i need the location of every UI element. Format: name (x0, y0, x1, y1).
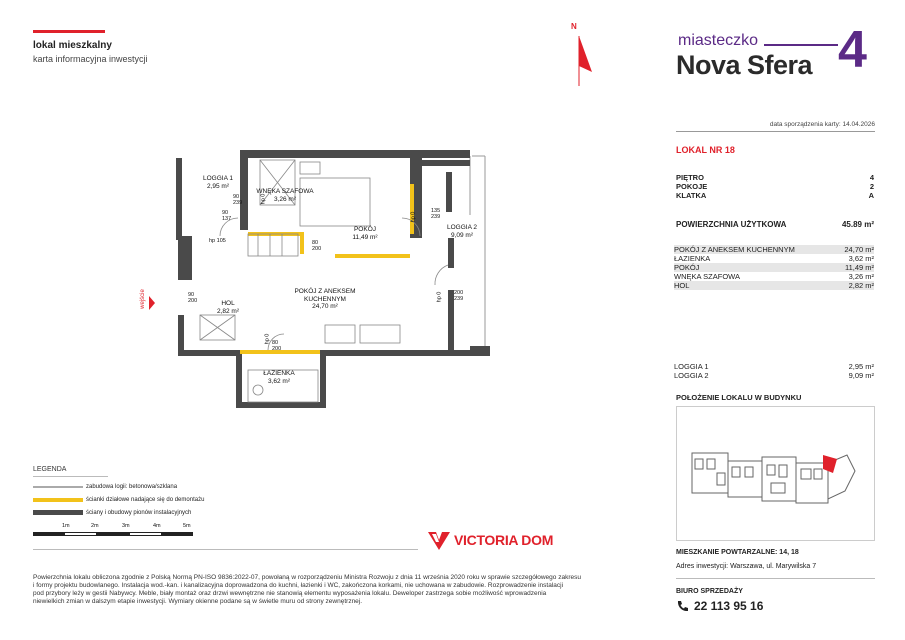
legend-text: zabudowa logii: betonowa/szklana (86, 483, 178, 490)
room-row (674, 281, 874, 290)
floor-label: PIĘTRO (676, 173, 704, 182)
room-row (674, 272, 874, 281)
address-divider (676, 578, 875, 579)
header-accent-bar (33, 30, 105, 33)
scale-label: 5m (183, 523, 191, 529)
dim-value: 90 (188, 292, 195, 298)
phone-number: 22 113 95 16 (694, 599, 764, 613)
dim-label (209, 238, 226, 244)
entrance-marker (141, 286, 155, 320)
dim-value: 200 (188, 298, 198, 304)
floor-plan (140, 140, 500, 420)
developer-logo (428, 530, 553, 550)
date-label: data sporządzenia karty: 14.04.2026 (769, 121, 875, 128)
usable-area-label: POWIERZCHNIA UŻYTKOWA (676, 220, 787, 229)
dim-value: 137 (222, 216, 232, 222)
scale-track (33, 532, 193, 536)
repeat-units: MIESZKANIE POWTARZALNE: 14, 18 (676, 549, 799, 556)
room-value: 11,49 m² (844, 263, 874, 272)
location-title: POŁOŻENIE LOKALU W BUDYNKU (676, 393, 802, 402)
dim-value: 200 (454, 290, 464, 296)
legend-title: LEGENDA (33, 466, 67, 473)
legend (33, 466, 243, 517)
bath-area: 3,62 m² (267, 377, 291, 385)
dim-label (233, 194, 242, 206)
north-label: N (571, 22, 577, 31)
room-row (674, 254, 874, 263)
dim-label (222, 210, 231, 222)
dim-value: 239 (431, 214, 441, 220)
building-location-map (676, 406, 875, 541)
entrance-label: wejście (139, 289, 146, 309)
floor-value: 4 (869, 173, 874, 182)
north-arrow-icon (570, 22, 600, 90)
loggia-label: LOGGIA 2 (674, 371, 709, 380)
bath-label (258, 370, 300, 385)
loggia1-area: 2,95 m² (206, 182, 230, 190)
north-arrow (570, 22, 600, 90)
legend-item (33, 508, 243, 517)
stair-label: KLATKA (676, 191, 707, 200)
entrance-arrow-icon (141, 286, 155, 320)
room-label: POKÓJ (674, 263, 700, 272)
brand-divider (676, 131, 875, 132)
dim-label (260, 194, 266, 205)
dim-label (264, 334, 270, 345)
rooms-value: 2 (869, 182, 874, 191)
loggia2-area: 9,09 m² (450, 231, 474, 239)
phone-row[interactable] (676, 599, 763, 613)
room-name: POKÓJ (353, 226, 377, 233)
brand-number: 4 (838, 21, 867, 79)
living-name2: KUCHENNYM (304, 295, 346, 303)
loggia-row (674, 371, 874, 380)
info-row-rooms (676, 182, 874, 191)
usable-area-value: 45.89 m² (841, 220, 874, 229)
footer-disclaimer (33, 574, 633, 606)
footer-line: i formy projektu budowlanego. Instalacja wod.-kan. i kanalizacyjna doprowadzona do kuchni, łazienki i WC, zakończona korkami, nie uchowana w zabudowie. Rozprowadzenie instalacji (33, 582, 564, 589)
dim-label (431, 208, 440, 220)
brand-underline (764, 44, 838, 46)
page-subtitle: karta informacyjna inwestycji (33, 54, 148, 64)
scale-label: 2m (91, 523, 99, 529)
footer-line: pod przybory leży w gestii Nabywcy. Meble, biały montaż oraz drzwi wewnętrzne nie stanowią elementu wyposażenia lokalu. Deweloper zastrzega sobie możliwość wprowadzenia (33, 590, 547, 597)
room-label: WNĘKA SZAFOWA (674, 272, 740, 281)
dim-value: 80 (312, 240, 319, 246)
scale-divider (33, 549, 418, 550)
legend-swatch-loggia (33, 486, 83, 488)
scale-segment (129, 532, 162, 536)
dim-value: hp 0 (260, 193, 267, 205)
living-name: POKÓJ Z ANEKSEM (294, 288, 356, 295)
brand-logo (676, 21, 876, 82)
legend-text: ścianki działowe nadające się do demontażu (86, 496, 205, 503)
stair-value: A (868, 191, 874, 200)
phone-icon (676, 600, 688, 612)
sales-title: BIURO SPRZEDAŻY (676, 588, 743, 595)
victoria-dom-icon (428, 530, 450, 550)
room-value: 3,62 m² (848, 254, 874, 263)
loggia2-name: LOGGIA 2 (447, 224, 477, 231)
dim-value: 200 (312, 246, 322, 252)
dim-value: hp 0 (436, 291, 443, 303)
legend-divider (33, 476, 108, 477)
dim-value: 80 (272, 340, 279, 346)
building-outline-icon (677, 407, 874, 540)
removable-walls (240, 184, 417, 354)
scale-label: 4m (153, 523, 161, 529)
room-label: ŁAZIENKA (674, 254, 711, 263)
developer-name: VICTORIA DOM (454, 532, 554, 548)
dim-value: hp 0 (264, 333, 271, 345)
room-row (674, 245, 874, 254)
legend-item (33, 482, 243, 491)
loggia2-label (440, 224, 484, 239)
scale-segment (97, 532, 128, 536)
dim-value: 135 (431, 208, 441, 214)
living-area: 24,70 m² (312, 303, 338, 310)
dim-label (272, 340, 281, 352)
dim-value: 239 (454, 296, 464, 302)
hall-name: HOL (221, 300, 235, 307)
usable-area-row (676, 220, 874, 229)
scale-segment (162, 532, 193, 536)
bath-name: ŁAZIENKA (263, 370, 295, 377)
legend-text: ściany i obudowy pionów instalacyjnych (86, 509, 192, 516)
room-label (335, 226, 395, 241)
dim-value: 90 (222, 210, 229, 216)
unit-title: LOKAL NR 18 (676, 145, 735, 155)
dim-value: 239 (233, 200, 243, 206)
room-value: 2,82 m² (848, 281, 874, 290)
page-title: lokal mieszkalny (33, 40, 112, 51)
scale-bar (33, 523, 193, 543)
scale-segment (33, 532, 64, 536)
scale-segment (64, 532, 97, 536)
dim-value: 90 (233, 194, 240, 200)
dim-label (436, 292, 442, 303)
hall-area: 2,82 m² (216, 307, 240, 315)
closet-area: 3,26 m² (273, 195, 297, 203)
legend-swatch-removable (33, 498, 83, 502)
dim-label (454, 290, 463, 302)
dim-value: hp 105 (209, 238, 226, 244)
scale-label: 3m (122, 523, 130, 529)
footer-line: niewielkich zmian w dalszym etapie inwestycji. Wymiary okienne podane są w świetle muru od strony zewnętrznej. (33, 598, 363, 605)
brand-line2: Nova Sfera (676, 50, 813, 80)
legend-swatch-walls (33, 510, 83, 515)
dim-label (410, 212, 416, 223)
loggia-glass (470, 156, 485, 355)
room-value: 24,70 m² (844, 245, 874, 254)
brand-line1: miasteczko (678, 32, 759, 49)
room-row (674, 263, 874, 272)
dim-label (188, 292, 197, 304)
dim-value: hp 0 (410, 211, 417, 223)
closet-label (246, 188, 324, 203)
room-area: 11,49 m² (352, 233, 378, 241)
info-row-stair (676, 191, 874, 200)
loggia-value: 2,95 m² (848, 362, 874, 371)
room-label: HOL (674, 281, 690, 290)
hall-label (210, 300, 246, 315)
info-row-floor (676, 173, 874, 182)
unit-info (676, 173, 874, 200)
dim-label (312, 240, 321, 252)
legend-item (33, 495, 243, 504)
address: Adres inwestycji: Warszawa, ul. Marywilska 7 (676, 563, 817, 570)
dim-value: 200 (272, 346, 282, 352)
loggia-row (674, 362, 874, 371)
loggia-value: 9,09 m² (848, 371, 874, 380)
room-value: 3,26 m² (848, 272, 874, 281)
room-label: POKÓJ Z ANEKSEM KUCHENNYM (674, 245, 795, 254)
living-label (280, 288, 370, 311)
closet-name: WNĘKA SZAFOWA (256, 188, 314, 195)
rooms-label: POKOJE (676, 182, 708, 191)
loggia1-name: LOGGIA 1 (203, 175, 233, 182)
loggia-label: LOGGIA 1 (674, 362, 709, 371)
footer-line: Powierzchnia lokalu obliczona zgodnie z Polską Normą PN-ISO 9836:2022-07, powołaną w rozporządzeniu Ministra Rozwoju z dnia 11 września 2020 roku w sprawie szczegółowego zakresu (33, 574, 581, 581)
loggia1-label (200, 175, 236, 190)
scale-label: 1m (62, 523, 70, 529)
